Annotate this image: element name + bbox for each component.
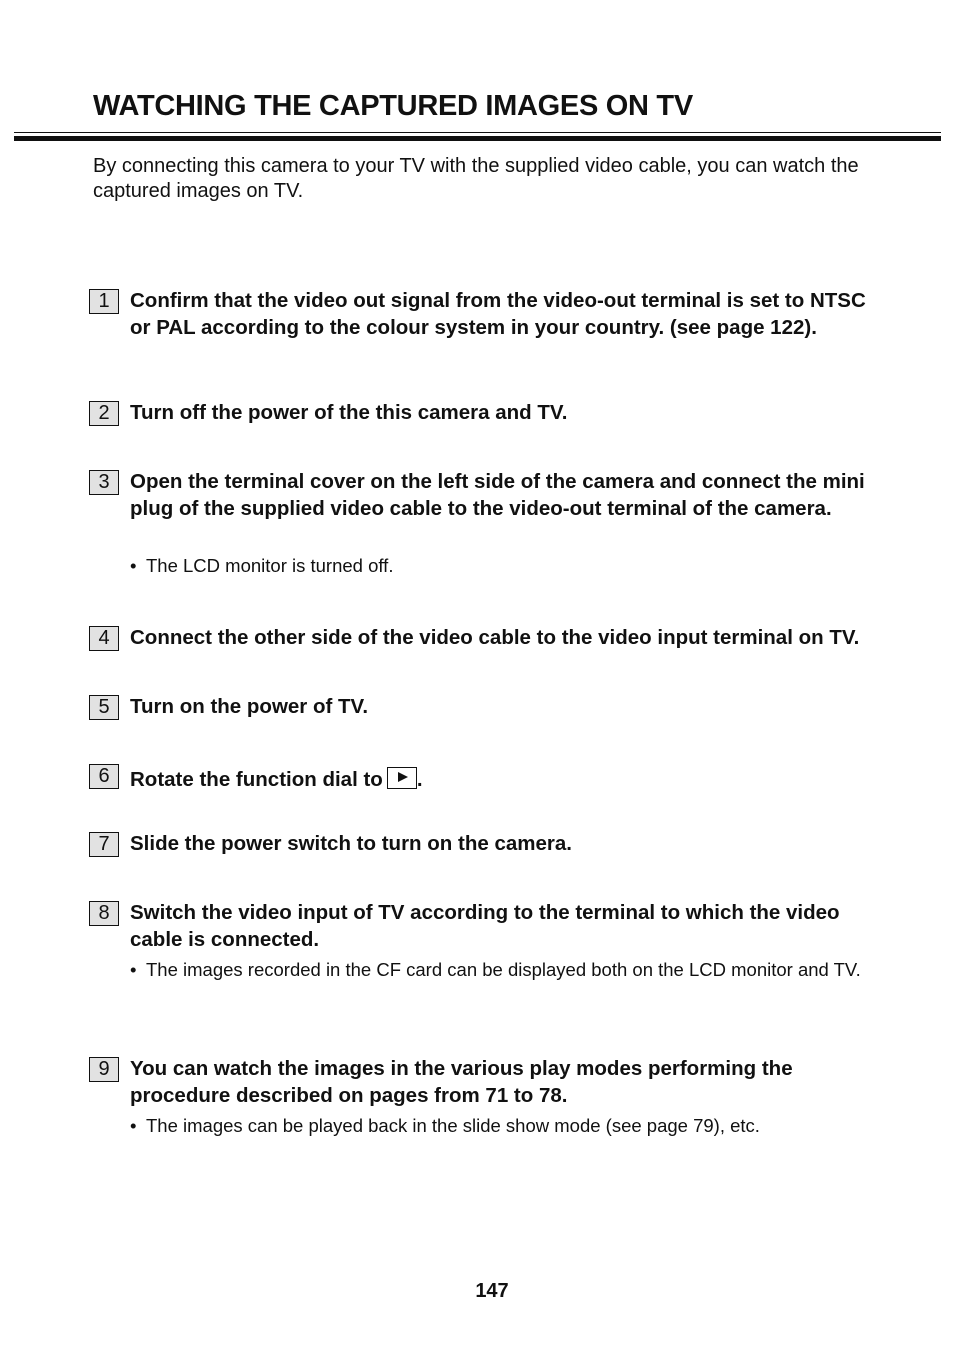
step-number-badge: 9 [89,1057,119,1082]
step-instruction: Confirm that the video out signal from the video-out terminal is set to NTSC or PAL according to the colour system in your country. (see page 122). [130,289,866,339]
step-number-badge: 8 [89,901,119,926]
step-note-text: The images can be played back in the slide show mode (see page 79), etc. [146,1115,760,1136]
title-rule-thick [14,136,941,141]
step-instruction: Turn on the power of TV. [130,695,369,718]
step-instruction: Connect the other side of the video cable to the video input terminal on TV. [130,626,860,649]
step-number-badge: 2 [89,401,119,426]
step-instruction-text: Rotate the function dial to [130,768,383,791]
bullet-icon: • [130,555,137,576]
step-note [130,1114,890,1138]
step-instruction: You can watch the images in the various play modes performing the procedure described on pages from 71 to 78. [130,1057,793,1107]
step-note [130,554,890,578]
step-number-badge: 4 [89,626,119,651]
page-title: WATCHING THE CAPTURED IMAGES ON TV [93,90,693,122]
play-mode-icon [387,767,417,789]
step-number-badge: 6 [89,764,119,789]
step-instruction: Turn off the power of the this camera and TV. [130,401,568,424]
step-instruction [130,766,890,793]
step-number-badge: 5 [89,695,119,720]
step-note-text: The images recorded in the CF card can be displayed both on the LCD monitor and TV. [146,959,861,980]
step-instruction: Open the terminal cover on the left side of the camera and connect the mini plug of the supplied video cable to the video-out terminal of the camera. [130,470,865,520]
bullet-icon: • [130,1115,137,1136]
step-number-badge: 1 [89,289,119,314]
step-instruction-end: . [416,768,423,791]
step-note-text: The LCD monitor is turned off. [146,555,394,576]
intro-paragraph: By connecting this camera to your TV with the supplied video cable, you can watch the captured images on TV. [93,155,859,202]
page-number: 147 [475,1280,509,1302]
step-instruction: Switch the video input of TV according to the terminal to which the video cable is connected. [130,901,840,951]
step-number-badge: 7 [89,832,119,857]
step-instruction: Slide the power switch to turn on the camera. [130,832,572,855]
step-note [130,958,890,982]
title-rule-thin [14,132,941,133]
bullet-icon: • [130,959,137,980]
step-number-badge: 3 [89,470,119,495]
